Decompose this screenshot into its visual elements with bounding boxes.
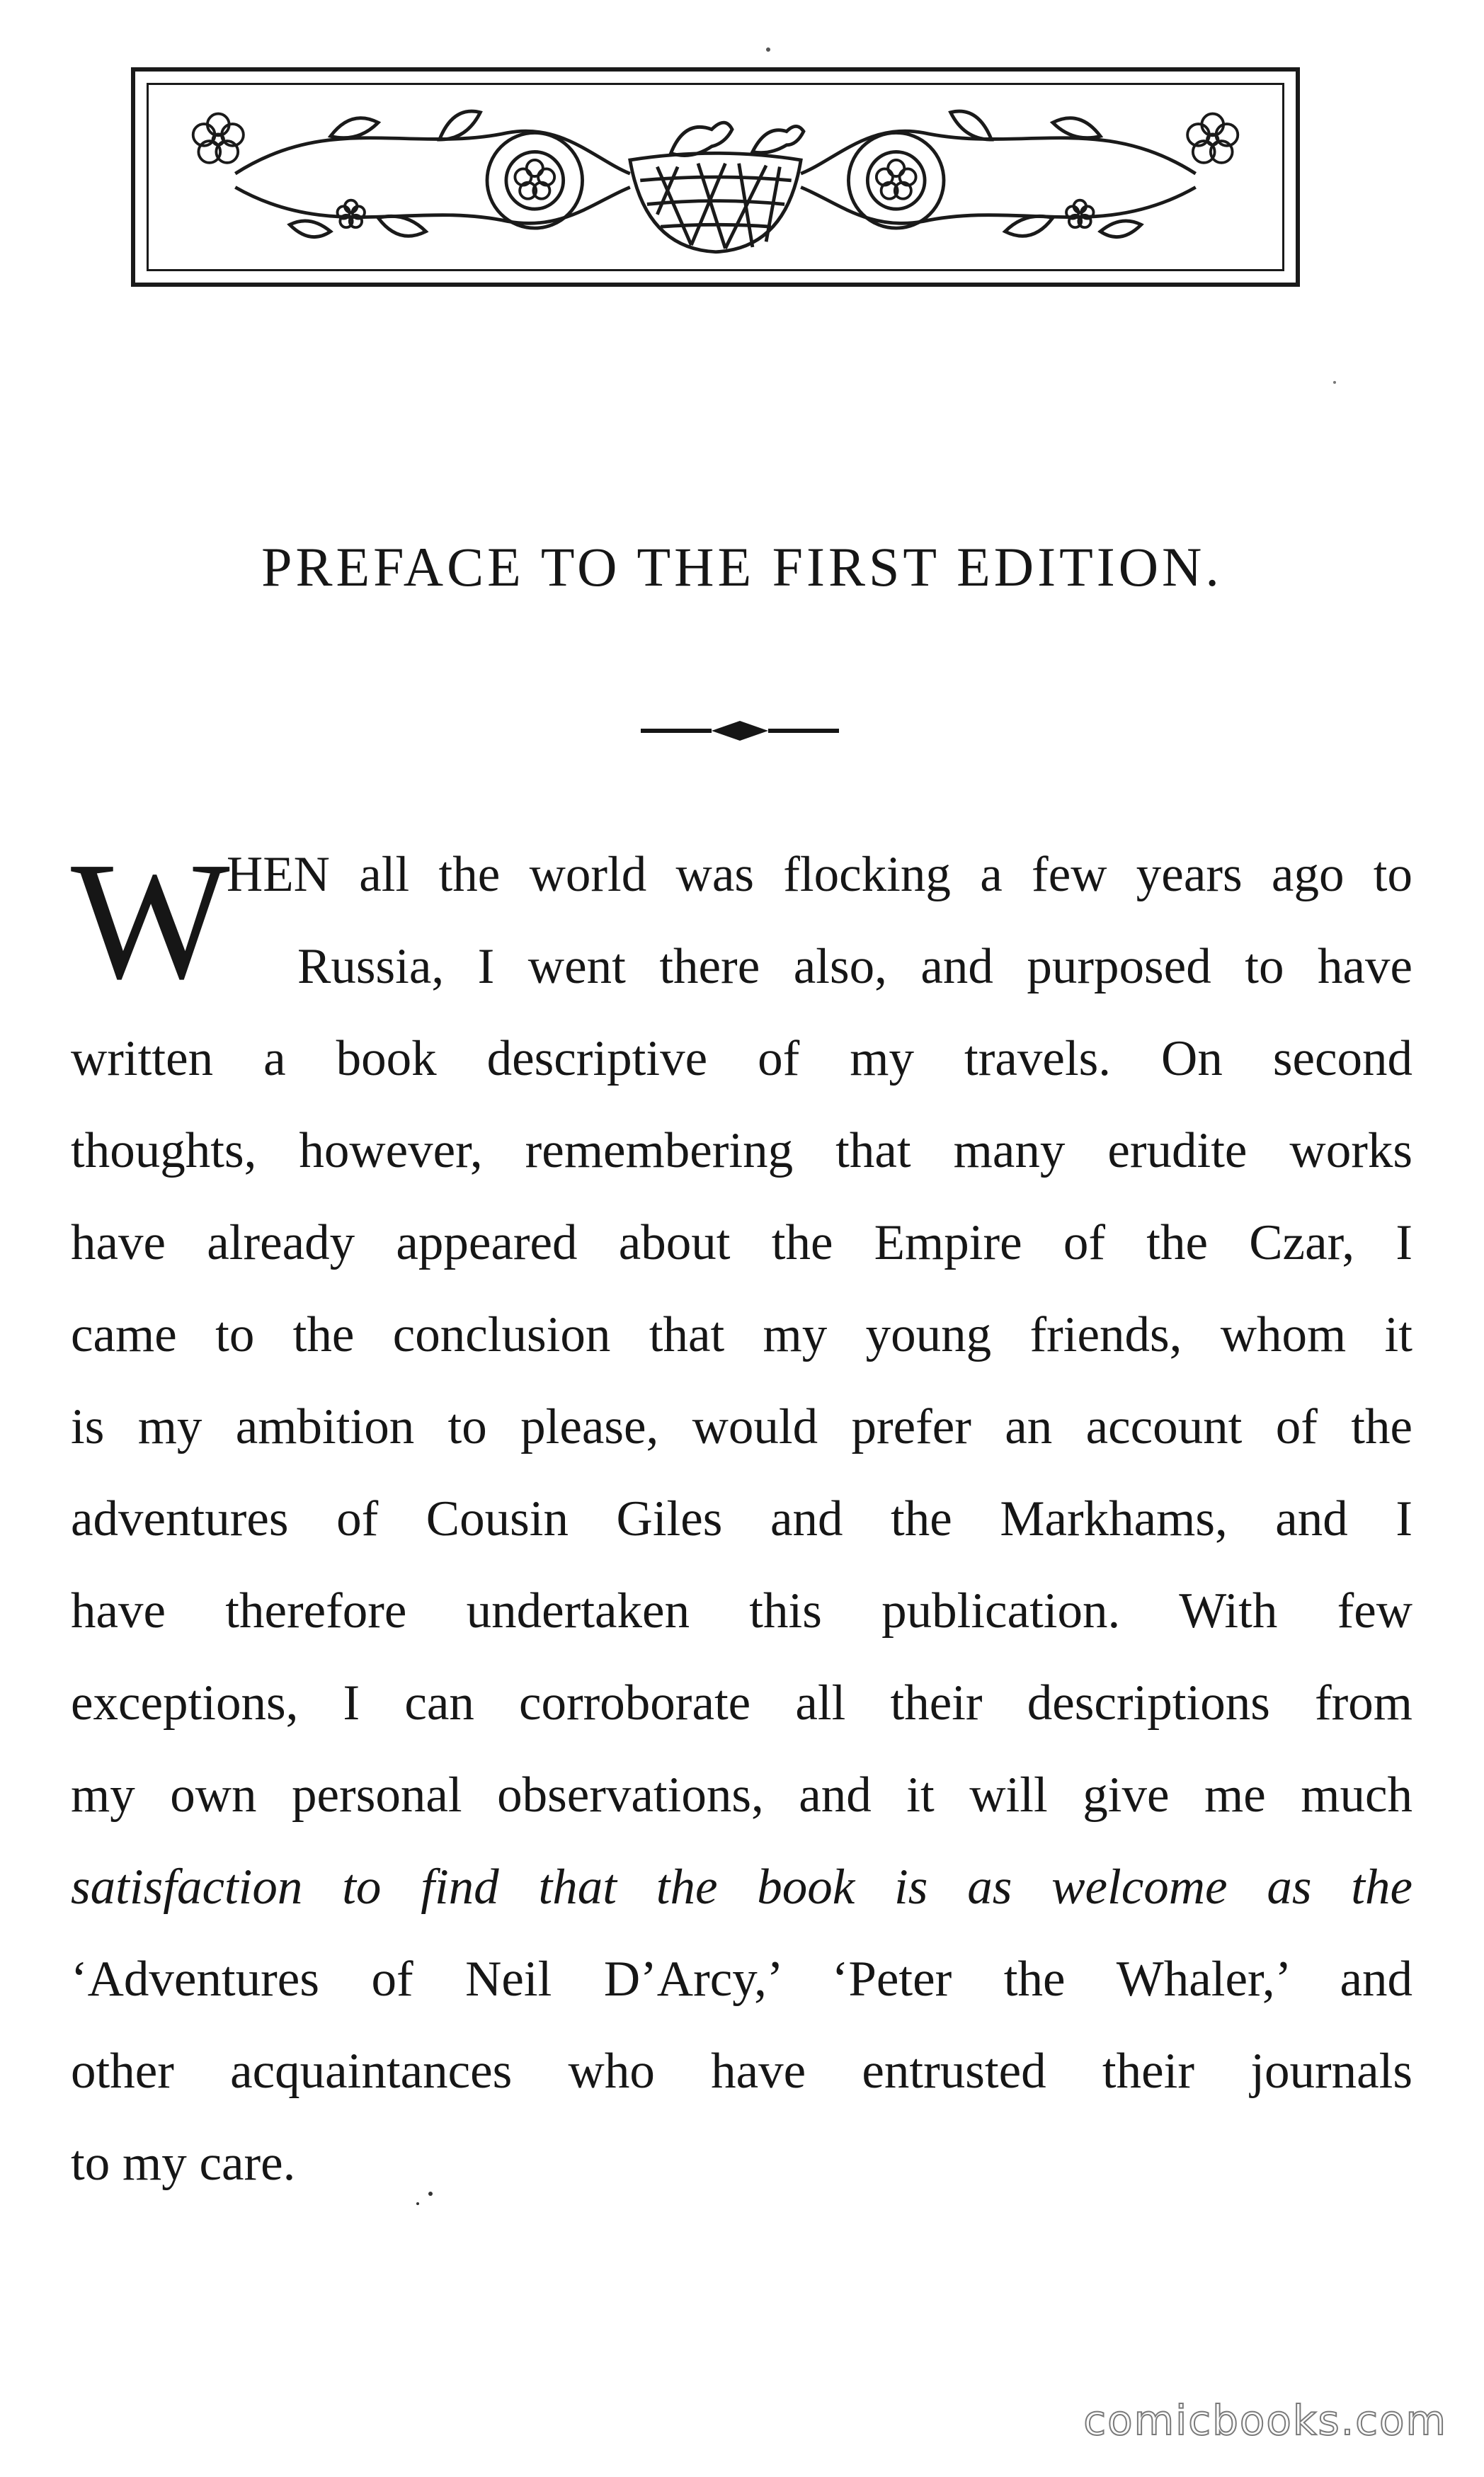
body-line: other acquaintances who have entrusted their journals [71, 2044, 1412, 2099]
body-line: is my ambition to please, would prefer an account of the [71, 1399, 1412, 1454]
body-line: exceptions, I can corroborate all their descriptions from [71, 1675, 1412, 1731]
body-line: ‘Adventures of Neil D’Arcy,’ ‘Peter the Whaler,’ and [71, 1952, 1412, 2007]
floral-headpiece-icon [135, 72, 1296, 283]
body-line: thoughts, however, remembering that many erudite works [71, 1123, 1412, 1178]
body-line: Russia, I went there also, and purposed to have [297, 939, 1412, 994]
body-line: have therefore undertaken this publication. With few [71, 1583, 1412, 1639]
drop-cap: W [71, 828, 230, 1014]
body-line: HEN all the world was flocking a few years ago to [227, 847, 1412, 902]
body-line: came to the conclusion that my young friends, whom it [71, 1307, 1412, 1362]
body-line: satisfaction to find that the book is as welcome as the [71, 1860, 1412, 1915]
watermark-text: comicbooks.com [1083, 2396, 1447, 2444]
body-line: my own personal observations, and it will give me much [71, 1767, 1412, 1823]
headpiece-ornament [131, 67, 1300, 287]
body-line: to my care. [71, 2136, 296, 2191]
body-line: written a book descriptive of my travels. On second [71, 1031, 1412, 1086]
body-line: adventures of Cousin Giles and the Markhams, and I [71, 1491, 1412, 1547]
diamond-rule-icon [641, 715, 839, 746]
page-title: PREFACE TO THE FIRST EDITION. [261, 536, 1223, 598]
body-line: have already appeared about the Empire of the Czar, I [71, 1215, 1412, 1270]
preface-body [71, 828, 1412, 2209]
